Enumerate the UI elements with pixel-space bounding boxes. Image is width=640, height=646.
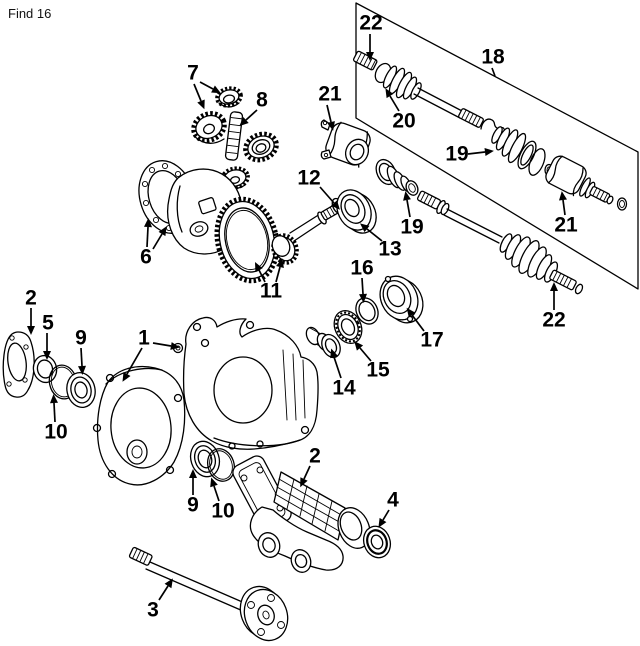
callout-10-snap-ring-left[interactable] (44, 394, 67, 444)
part-17-bearing-retainer[interactable] (373, 270, 430, 329)
callout-number[interactable]: 7 (187, 61, 199, 85)
callout-number[interactable]: 12 (297, 166, 321, 190)
part-11-drive-pinion[interactable] (269, 205, 339, 266)
part-18-axle-shaft-upper[interactable] (414, 88, 484, 128)
leader-line (81, 348, 82, 366)
leader-arrowhead (485, 148, 494, 156)
leader-line (153, 343, 171, 346)
callout-number[interactable]: 1 (138, 326, 150, 350)
part-7-side-gear-upper[interactable] (189, 108, 229, 145)
callout-12-flange[interactable] (297, 167, 340, 210)
leader-line (304, 466, 310, 479)
callout-number[interactable]: 19 (445, 142, 469, 166)
callout-number[interactable]: 13 (378, 237, 402, 261)
callout-number[interactable]: 19 (400, 215, 424, 239)
callout-7-gears[interactable] (187, 62, 221, 110)
part-1-differential-carrier[interactable] (174, 317, 319, 449)
part-3-axle-shaft[interactable] (129, 547, 295, 646)
leader-line (54, 403, 55, 422)
leader-arrowhead (559, 191, 567, 200)
callout-number[interactable]: 16 (350, 256, 374, 280)
part-9-bearing-left[interactable] (64, 370, 99, 410)
part-21-inner-cv-joint[interactable] (321, 120, 373, 168)
callout-number[interactable]: 22 (542, 308, 566, 332)
callout-number[interactable]: 21 (554, 213, 578, 237)
callout-14-spacer[interactable] (330, 349, 356, 400)
callout-number[interactable]: 3 (147, 598, 159, 622)
leader-line (327, 105, 331, 122)
callout-number[interactable]: 9 (187, 493, 199, 517)
part-5-seal[interactable] (31, 353, 59, 384)
callout-3-axle-shaft[interactable] (147, 578, 173, 621)
callout-number[interactable]: 22 (359, 11, 383, 35)
part-21-inner-cv-joint-right[interactable] (543, 153, 626, 210)
part-2-side-flange[interactable] (3, 332, 34, 397)
part-7-pinion-gear-upper[interactable] (215, 86, 242, 108)
callout-number[interactable]: 2 (25, 286, 37, 310)
callout-2-side-flange[interactable] (25, 287, 37, 336)
callout-number[interactable]: 2 (309, 444, 321, 468)
part-7-side-gear-lower[interactable] (241, 129, 280, 164)
leader-line (246, 110, 257, 120)
callout-number[interactable]: 8 (256, 88, 268, 112)
leader-arrowhead (165, 578, 173, 588)
leader-line (362, 278, 363, 294)
leader-line (159, 586, 168, 600)
callout-2-axle-tube[interactable] (300, 445, 321, 488)
callout-number[interactable]: 21 (318, 82, 342, 106)
leader-line (407, 200, 410, 217)
leader-line (200, 82, 213, 89)
callout-16-ring[interactable] (350, 257, 373, 304)
callout-number[interactable]: 15 (366, 358, 390, 382)
callout-number[interactable]: 10 (44, 420, 68, 444)
callout-19-boot-upper[interactable] (445, 143, 494, 166)
leader-arrowhead (27, 326, 35, 335)
callout-8-cross-shaft[interactable] (239, 89, 268, 127)
callout-number[interactable]: 6 (140, 245, 152, 269)
callout-number[interactable]: 4 (387, 488, 399, 512)
callout-17-retainer[interactable] (407, 308, 444, 352)
leader-line (194, 84, 201, 101)
callout-number[interactable]: 5 (42, 311, 54, 335)
callout-number[interactable]: 20 (392, 109, 416, 133)
part-12-companion-flange[interactable] (330, 184, 383, 239)
part-1-differential-cover[interactable] (94, 367, 185, 485)
callout-4-seal[interactable] (378, 489, 399, 528)
leader-line (320, 187, 334, 203)
task-instruction: Find 16 (8, 6, 52, 21)
callout-13-flange[interactable] (360, 223, 402, 260)
leader-line (147, 227, 148, 247)
callout-15-bearing[interactable] (354, 341, 390, 381)
part-19-cv-boot-upper[interactable] (490, 125, 553, 177)
callout-9-bearing-left[interactable] (75, 327, 87, 376)
callout-21-inner-joint-right[interactable] (554, 191, 578, 236)
callout-22-axle-lower[interactable] (542, 282, 565, 332)
leader-arrowhead (50, 394, 58, 403)
callout-10-snap-ring-lower[interactable] (210, 478, 234, 523)
callout-number[interactable]: 10 (211, 499, 235, 523)
callout-9-seal-lower[interactable] (187, 469, 199, 517)
leader-arrowhead (550, 282, 558, 291)
part-19-cv-boot[interactable] (372, 156, 420, 197)
callout-number[interactable]: 18 (481, 45, 505, 69)
callout-number[interactable]: 17 (420, 328, 444, 352)
callout-number[interactable]: 11 (259, 279, 283, 303)
leader-line (153, 234, 162, 249)
part-2-axle-tube[interactable] (230, 453, 376, 575)
callout-5-seal[interactable] (42, 312, 54, 361)
leader-line (383, 510, 389, 520)
part-8-cross-shaft[interactable] (225, 111, 243, 160)
callout-number[interactable]: 14 (332, 376, 356, 400)
leader-line (468, 152, 485, 154)
leader-line (334, 357, 341, 378)
callout-number[interactable]: 9 (75, 326, 87, 350)
